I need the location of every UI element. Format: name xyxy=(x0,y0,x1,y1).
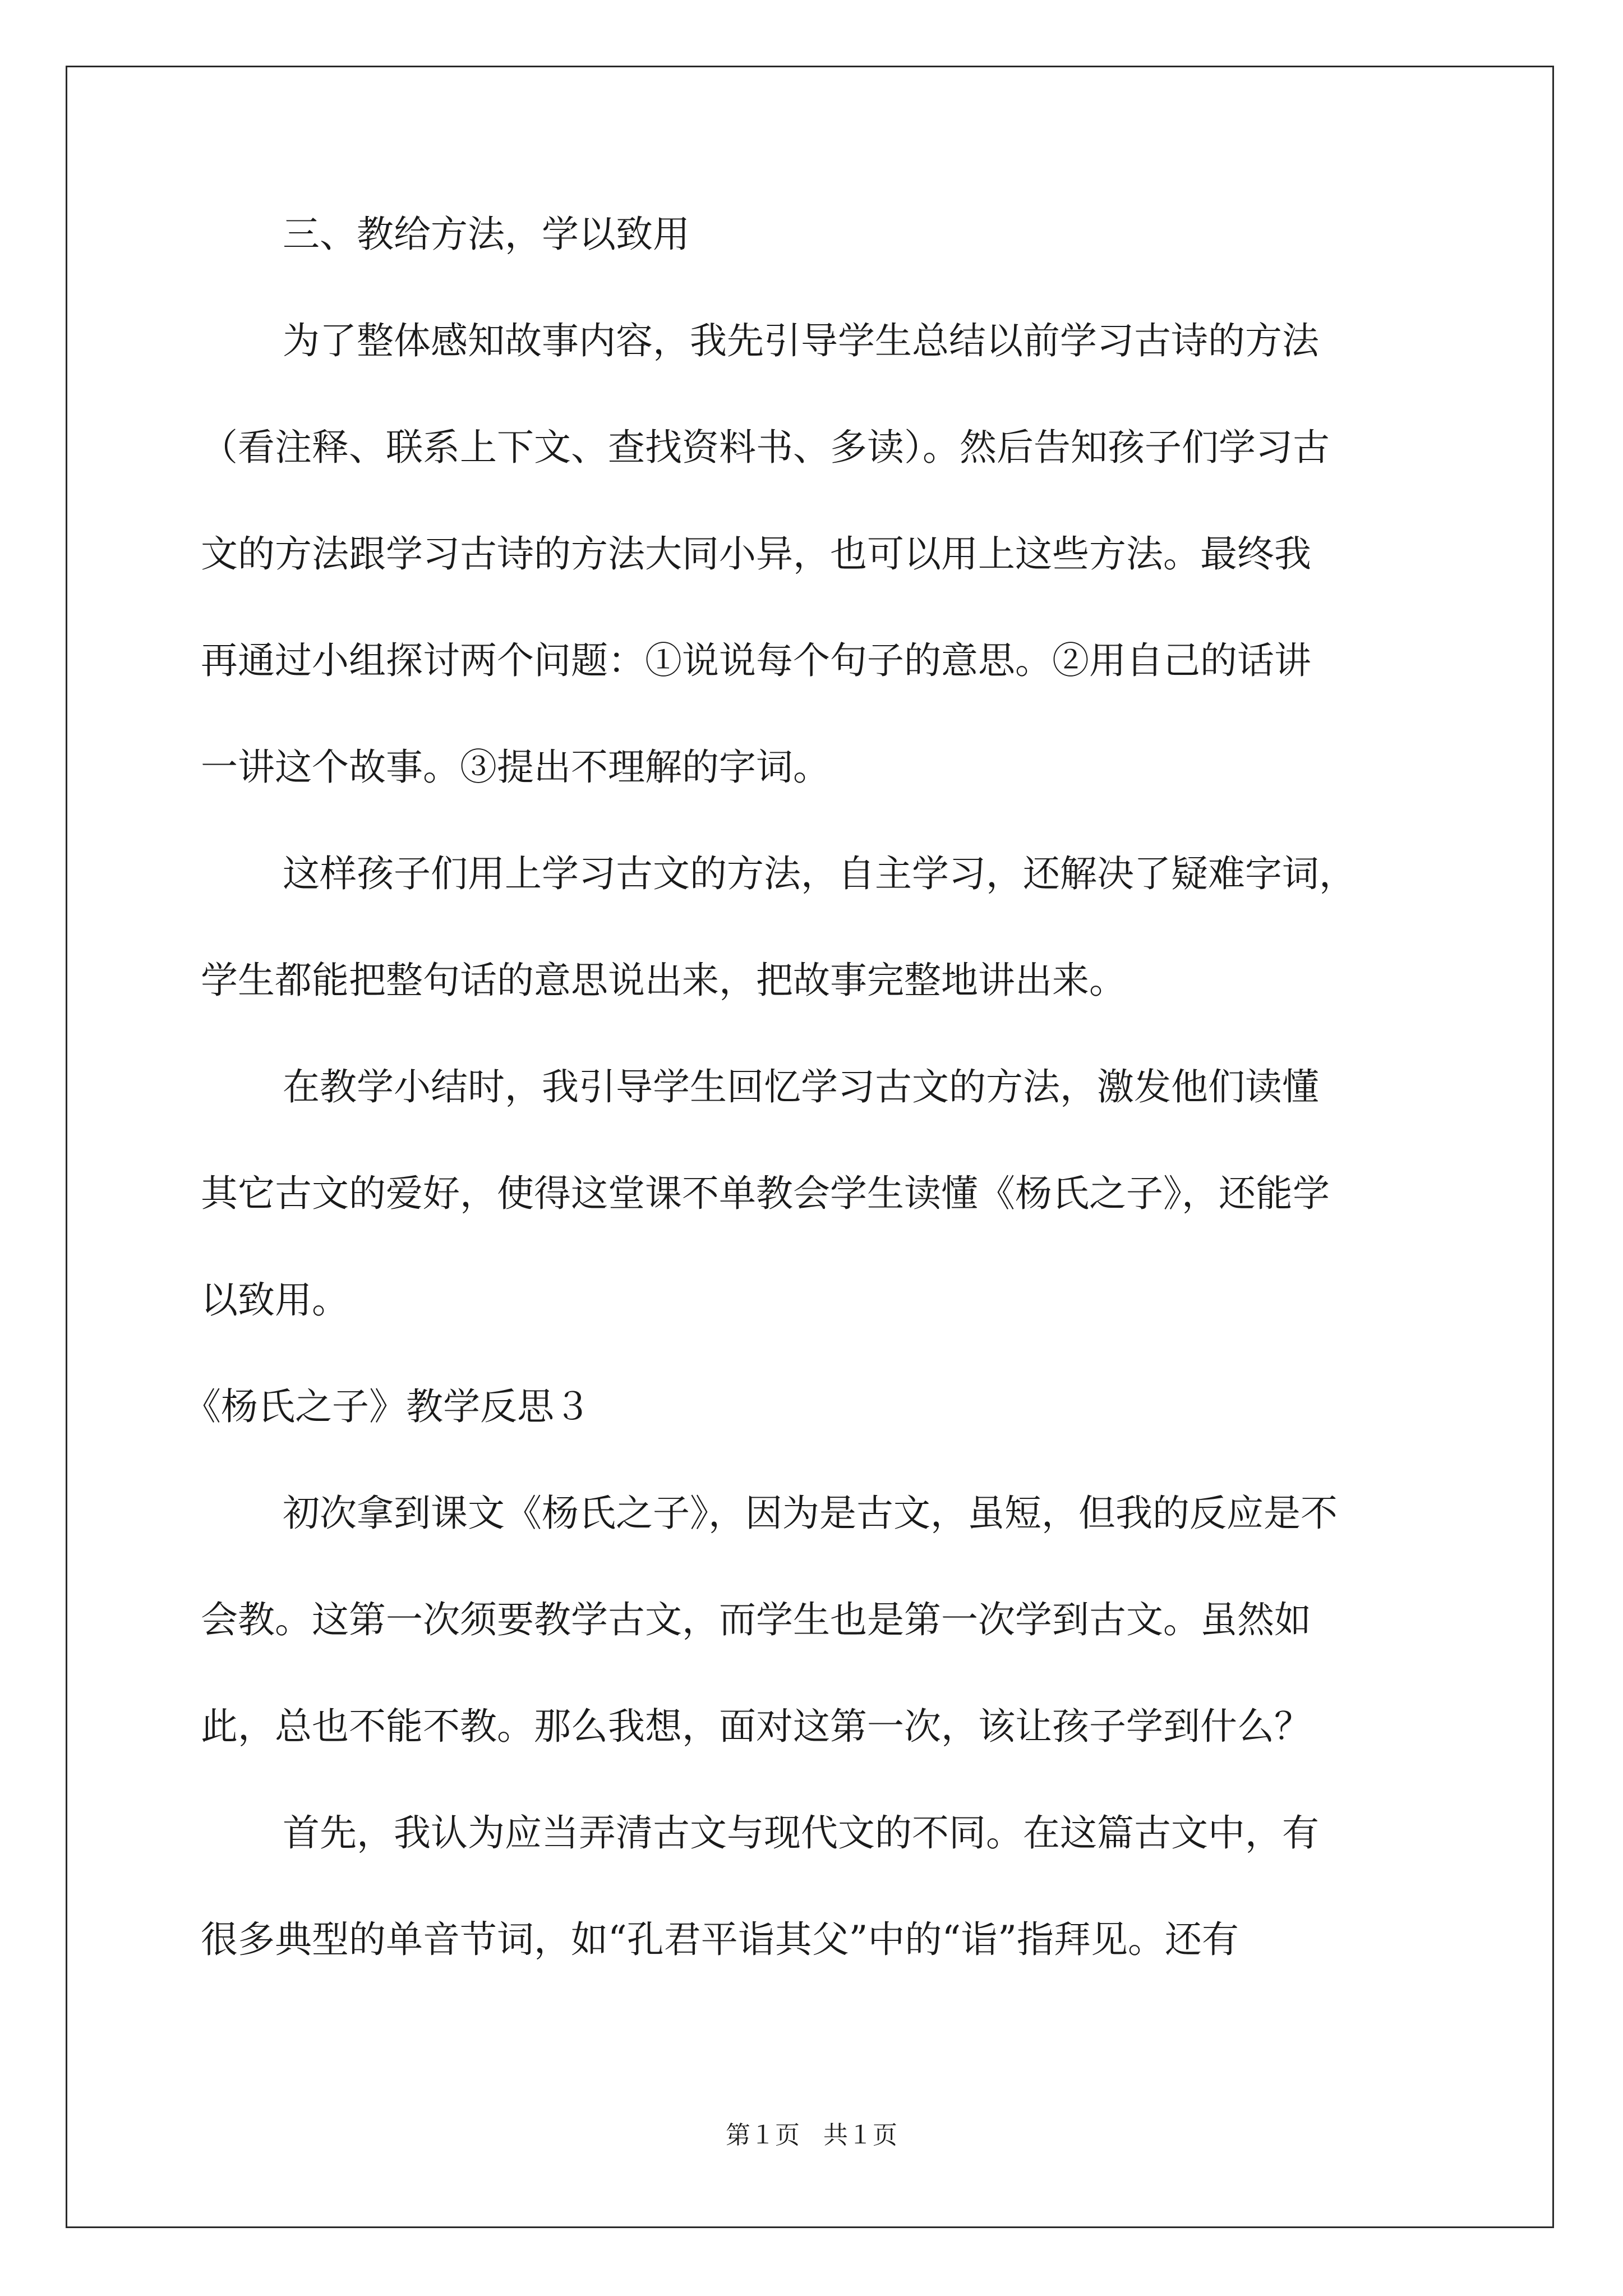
text-line: 学生都能把整句话的意思说出来，把故事完整地讲出来。 xyxy=(201,959,1126,1002)
section-heading xyxy=(201,208,1423,261)
article-title-text: 《杨氏之子》教学反思３ xyxy=(184,1385,591,1428)
page-number: 第１页 xyxy=(726,2121,800,2150)
text-line: 很多典型的单音节词，如“孔君平诣其父”中的“诣”指拜见。还有 xyxy=(201,1918,1239,1961)
paragraph xyxy=(201,1806,1423,1967)
article-title xyxy=(184,1380,1423,1434)
text-line: 其它古文的爱好，使得这堂课不单教会学生读懂《杨氏之子》，还能学 xyxy=(201,1172,1330,1215)
page-footer xyxy=(0,2119,1623,2152)
page-total: 共１页 xyxy=(823,2121,897,2150)
text-line: 文的方法跟学习古诗的方法大同小异，也可以用上这些方法。最终我 xyxy=(201,532,1311,576)
text-line: 为了整体感知故事内容，我先引导学生总结以前学习古诗的方法 xyxy=(283,319,1319,362)
text-line: 一讲这个故事。③提出不理解的字词。 xyxy=(201,746,830,789)
document-body xyxy=(184,208,1423,2019)
paragraph xyxy=(201,847,1423,1007)
text-line: （看注释、联系上下文、查找资料书、多读）。然后告知孩子们学习古 xyxy=(201,426,1330,469)
paragraph xyxy=(201,314,1423,794)
text-line: 再通过小组探讨两个问题：①说说每个句子的意思。②用自己的话讲 xyxy=(201,639,1311,682)
paragraph xyxy=(201,1487,1423,1754)
text-line: 在教学小结时，我引导学生回忆学习古文的方法，激发他们读懂 xyxy=(283,1065,1319,1108)
text-line: 初次拿到课文《杨氏之子》，因为是古文，虽短，但我的反应是不 xyxy=(283,1492,1338,1535)
text-line: 首先，我认为应当弄清古文与现代文的不同。在这篇古文中，有 xyxy=(283,1811,1319,1855)
text-line: 这样孩子们用上学习古文的方法，自主学习，还解决了疑难字词， xyxy=(283,852,1356,895)
paragraph xyxy=(201,1060,1423,1327)
text-line: 会教。这第一次须要教学古文，而学生也是第一次学到古文。虽然如 xyxy=(201,1598,1311,1641)
text-line: 此，总也不能不教。那么我想，面对这第一次，该让孩子学到什么？ xyxy=(201,1705,1311,1748)
text-line: 以致用。 xyxy=(201,1278,349,1322)
text-line: 三、教给方法，学以致用 xyxy=(283,213,690,256)
